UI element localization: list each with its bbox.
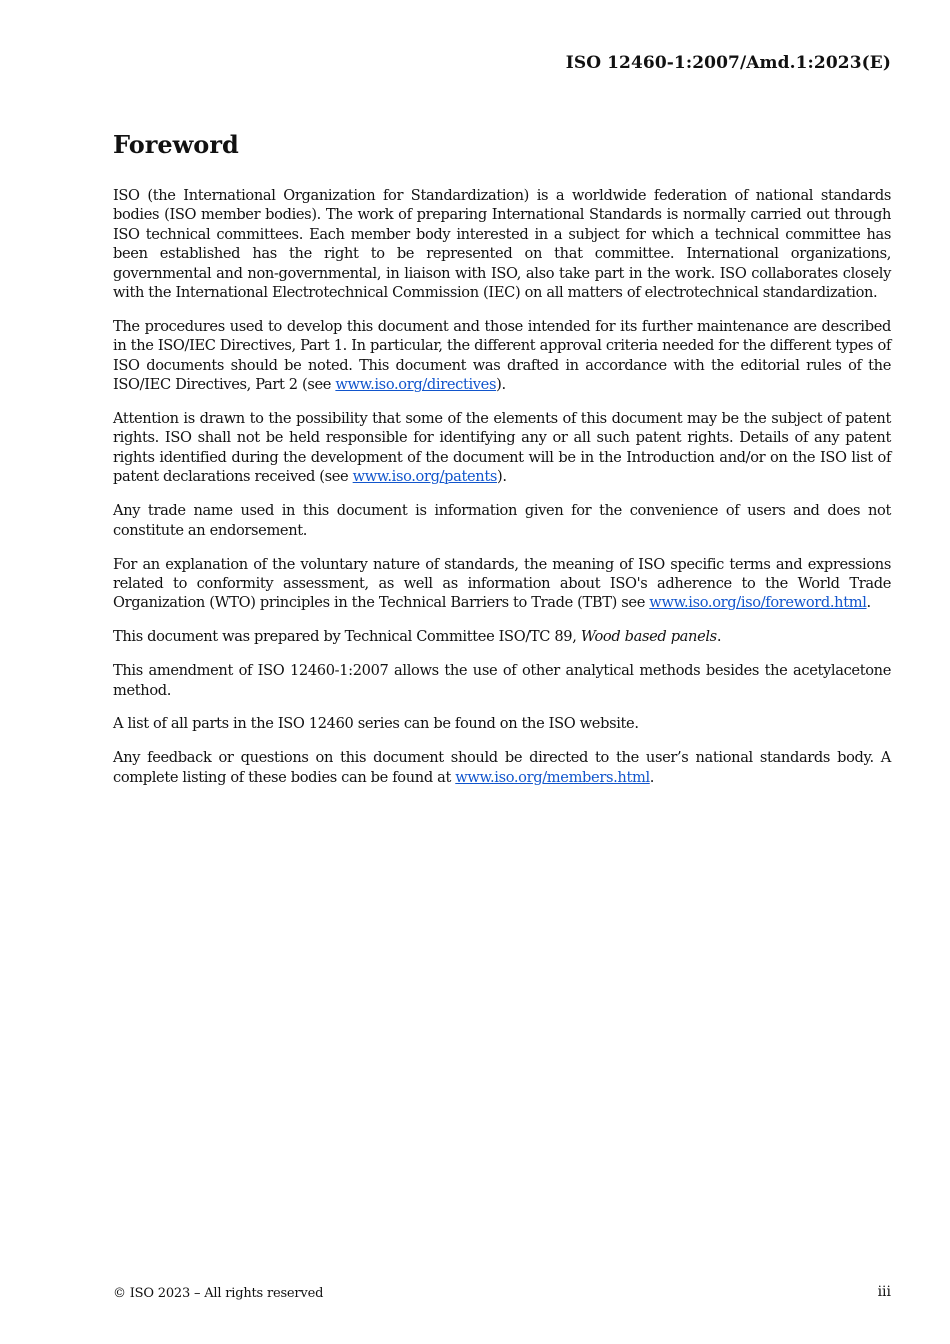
paragraph-amendment: This amendment of ISO 12460-1:2007 allows the use of other analytical methods besides the acetylacetone method. (113, 662, 891, 699)
paragraph-voluntary-nature (113, 555, 891, 613)
link-directives[interactable]: www.iso.org/directives (335, 376, 497, 394)
page-title: Foreword (113, 130, 239, 159)
copyright-notice: © ISO 2023 – All rights reserved (113, 1286, 324, 1301)
committee-title: Wood based panels (580, 628, 717, 646)
link-foreword[interactable]: www.iso.org/iso/foreword.html (649, 594, 867, 612)
foreword-body (113, 186, 891, 802)
paragraph-text-end: ). (497, 468, 507, 486)
paragraph-text: The procedures used to develop this document and those intended for its further maintenance are described in the ISO/IEC Directives, Part 1. In particular, the different approval criteria needed for the different types of ISO documents should be noted. This document was drafted in accordance with the editorial rules of the ISO/IEC Directives, Part 2 (see (113, 317, 891, 394)
paragraph-text: This document was prepared by Technical Committee ISO/TC 89, (113, 628, 581, 646)
paragraph-text: Attention is drawn to the possibility that some of the elements of this document may be the subject of patent rights. ISO shall not be held responsible for identifying any or all such patent rights. Details of any patent rights identified during the development of the document will be in the Introduction and/or on the ISO list of patent declarations received (see (113, 410, 891, 486)
paragraph-text-end: . (649, 768, 655, 786)
link-patents[interactable]: www.iso.org/patents (352, 468, 498, 486)
document-identifier: ISO 12460-1:2007/Amd.1:2023(E) (565, 53, 891, 73)
link-members[interactable]: www.iso.org/members.html (455, 768, 650, 786)
paragraph-feedback (113, 748, 891, 787)
paragraph-committee (113, 627, 891, 646)
page-number: iii (877, 1284, 891, 1300)
paragraph-iso-overview: ISO (the International Organization for Standardization) is a worldwide federation of national standards bodies (ISO member bodies). The work of preparing International Standards is normally carried out through ISO technical committees. Each member body interested in a subject for which a technical committee has been established has the right to be represented on that committee. International organizations, governmental and non-governmental, in liaison with ISO, also take part in the work. ISO collaborates closely with the International Electrotechnical Commission (IEC) on all matters of electrotechnical standardization. (113, 187, 891, 302)
paragraph-series: A list of all parts in the ISO 12460 series can be found on the ISO website. (113, 715, 639, 733)
paragraph-text-end: . (866, 594, 871, 612)
paragraph-patents (113, 409, 891, 487)
paragraph-text: For an explanation of the voluntary nature of standards, the meaning of ISO specific terms and expressions related to conformity assessment, as well as information about ISO's adherence to the World Trade Organization (WTO) principles in the Technical Barriers to Trade (TBT) see (113, 555, 891, 612)
paragraph-text: Any feedback or questions on this document should be directed to the user’s national standards body. A complete listing of these bodies can be found at (113, 749, 891, 786)
paragraph-text-end: ). (496, 376, 506, 394)
paragraph-trade-name: Any trade name used in this document is information given for the convenience of users and does not constitute an endorsement. (113, 502, 891, 539)
paragraph-procedures (113, 317, 891, 395)
paragraph-text-end: . (716, 628, 722, 646)
